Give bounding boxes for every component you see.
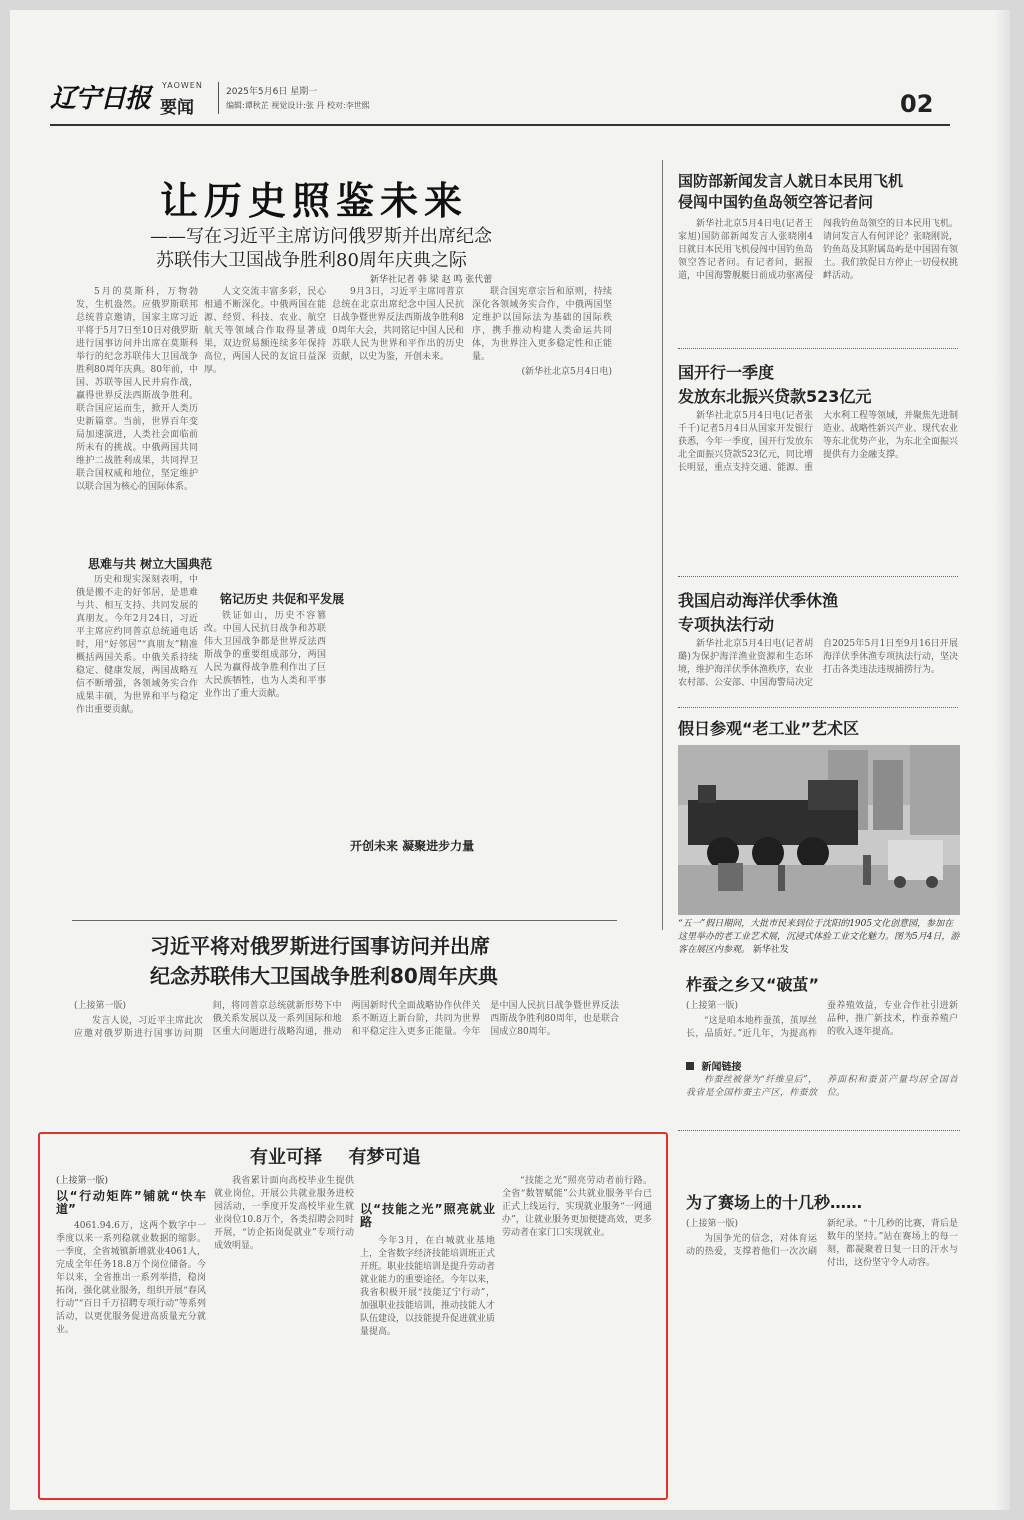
editor-credits: 编辑:谭秋芷 视觉设计:张 丹 校对:李世熙 <box>226 101 370 110</box>
boxed-column-4 <box>502 1175 652 1485</box>
lead-end-rule <box>72 920 617 921</box>
story2-title-1: 国开行一季度 <box>678 363 775 382</box>
section-pinyin: YAOWEN <box>162 81 203 90</box>
story1-body <box>678 218 958 336</box>
second-text: 发言人说，习近平主席此次应邀对俄罗斯进行国事访问期间，将同普京总统就新形势下中俄关系发展以及一系列国际和地区重大问题进行战略沟通，推动两国新时代全面战略协作伙伴关系不断迈上新台阶，共同为世界和平稳定注入更多正能量。今年是中国人民抗日战争暨世界反法西斯战争胜利80周年，也是联合国成立80周年。 <box>74 1001 619 1039</box>
column-divider <box>662 160 663 930</box>
lead-subhead-2: 铭记历史 共促和平发展 <box>220 592 345 606</box>
second-continued: (上接第一版) <box>74 1001 127 1011</box>
boxed-subhead-1: 以“行动矩阵”铺就“快车道” <box>56 1189 206 1216</box>
boxed-title-b: 有梦可追 <box>348 1147 421 1168</box>
story1-text: 新华社北京5月4日电(记者王家旭)国防部新闻发言人张晓刚4日就日本民用飞机侵闯中国钓鱼岛领空答记者问。有记者问，据报道，中国海警舰艇日前成功驱离侵闯我钓鱼岛领空的日本民用飞机。请问发言人有何评论？张晓刚说，钓鱼岛及其附属岛屿是中国固有领土。我们敦促日方停止一切侵权挑衅活动。 <box>678 219 958 281</box>
boxed-column-3 <box>360 1175 495 1485</box>
story1-title-1: 国防部新闻发言人就日本民用飞机 <box>678 172 904 190</box>
boxed-body-2: 我省累计面向高校毕业生提供就业岗位，开展公共就业服务进校园活动，一季度开发高校毕业生就业岗位10.8万个，各类招聘会同时开展，“访企拓岗促就业”专项行动成效明显。 <box>214 1176 354 1251</box>
lead-col2-text: 人文交流丰富多彩，民心相通不断深化。中俄两国在能源、经贸、科技、农业、航空航天等领域合作取得显著成果，双边贸易额连续多年保持高位，两国人民的友谊日益深厚。 <box>204 287 326 375</box>
story6-title: 为了赛场上的十几秒…… <box>686 1193 863 1212</box>
section-name: 要闻 <box>160 98 194 118</box>
lead-body-1: 历史和现实深刻表明，中俄是搬不走的好邻居，是患难与共、相互支持、共同发展的真朋友。今年2月24日，习近平主席应约同普京总统通电话时，用“好邻居”“真朋友”精准概括两国关系。中俄关系持续稳定、健康发展，两国战略互信不断增强，各领域务实合作成果丰硕，为世界和平与稳定作出重要贡献。 <box>76 575 198 715</box>
story5-title: 柞蚕之乡又“破茧” <box>686 975 820 994</box>
story3-body <box>678 638 958 698</box>
story2-title-2: 发放东北振兴贷款523亿元 <box>678 387 872 406</box>
issue-date: 2025年5月6日 星期一 <box>226 87 318 97</box>
lead-col2-text-b: 铁证如山，历史不容篡改。中国人民抗日战争和苏联伟大卫国战争都是世界反法西斯战争的重要组成部分，两国人民为赢得战争胜利作出了巨大民族牺牲，也为人类和平事业作出了重大贡献。 <box>204 611 326 699</box>
lead-subhead-1: 思难与共 树立大国典范 <box>88 557 213 571</box>
story5-sidebar <box>686 1074 958 1122</box>
lead-column-1b <box>76 574 198 909</box>
mast-divider <box>218 82 219 114</box>
lead-column-1 <box>76 286 198 552</box>
story5-text: “这是咱本地柞蚕茧，茧厚丝长，品质好。”近几年，为提高柞蚕养殖效益，专业合作社引进新品种，推广新技术，柞蚕养殖户的收入逐年提高。 <box>686 1001 958 1039</box>
story6-continued: (上接第一版) <box>686 1219 739 1229</box>
lead-column-2 <box>204 286 326 588</box>
boxed-title-a: 有业可择 <box>250 1147 322 1168</box>
story5-sidebar-text: 柞蚕丝被誉为“纤维皇后”，我省是全国柞蚕主产区，柞蚕放养面积和蚕茧产量均居全国首位。 <box>686 1075 958 1098</box>
lead-column-2b <box>204 610 326 910</box>
boxed-subhead-2: 以“技能之光”照亮就业路 <box>360 1202 495 1229</box>
mast-rule <box>50 124 950 126</box>
second-title-1: 习近平将对俄罗斯进行国事访问并出席 <box>150 934 490 958</box>
story5-continued: (上接第一版) <box>686 1001 739 1011</box>
story4-caption <box>678 918 960 960</box>
lead-byline: 新华社记者 韩 梁 赵 鸣 张代蕾 <box>370 275 493 285</box>
story4-credit: 新华社发 <box>752 945 789 955</box>
lead-subtitle-2: 苏联伟大卫国战争胜利80周年庆典之际 <box>156 250 467 271</box>
lead-col4-end: (新华社北京5月4日电) <box>521 367 612 377</box>
boxed-body-4: “技能之光”照亮劳动者前行路。全省“数智赋能”公共就业服务平台已正式上线运行，实现就业服务“一网通办”，让就业服务更加便捷高效，更多劳动者在家门口实现就业。 <box>502 1176 652 1238</box>
story5-link-label <box>686 1058 741 1073</box>
lead-column-3 <box>332 286 464 890</box>
second-title-2: 纪念苏联伟大卫国战争胜利80周年庆典 <box>150 964 498 988</box>
story2-rule <box>678 576 958 577</box>
story3-title-2: 专项执法行动 <box>678 615 775 634</box>
link-marker-icon <box>686 1062 694 1070</box>
photo-illustration <box>678 745 960 915</box>
story6-text: 为国争光的信念，对体育运动的热爱，支撑着他们一次次刷新纪录。“十几秒的比赛，背后是数年的坚持。”站在赛场上的每一刻，都凝聚着日复一日的汗水与付出，这份坚守令人动容。 <box>686 1219 958 1268</box>
locomotive-photo <box>678 745 960 915</box>
lead-column-4 <box>472 286 612 906</box>
story2-text: 新华社北京5月4日电(记者张千千)记者5月4日从国家开发银行获悉，今年一季度，国开行发放东北全面振兴贷款523亿元，同比增长明显，重点支持交通、能源、重大水利工程等领域，并聚焦先进制造业、战略性新兴产业、现代农业等东北优势产业，为东北全面振兴提供有力金融支撑。 <box>678 411 958 473</box>
lead-title: 让历史照鉴未来 <box>160 179 469 223</box>
lead-subhead-3: 开创未来 凝聚进步力量 <box>350 839 475 853</box>
story1-title-2: 侵闯中国钓鱼岛领空答记者问 <box>678 193 874 211</box>
story4-title: 假日参观“老工业”艺术区 <box>678 719 860 738</box>
lead-subtitle-1: ——写在习近平主席访问俄罗斯并出席纪念 <box>150 226 492 247</box>
boxed-column-2 <box>214 1175 354 1485</box>
boxed-column-1 <box>56 1175 206 1485</box>
story2-body <box>678 410 958 570</box>
lead-col4-text: 联合国宪章宗旨和原则，持续深化各领域务实合作，中俄两国坚定维护以国际法为基础的国际秩序，携手推动构建人类命运共同体，为世界注入更多稳定性和正能量。 <box>472 287 612 362</box>
second-body <box>74 1000 619 1140</box>
boxed-continued: (上接第一版) <box>56 1176 109 1186</box>
page-edge <box>995 10 1010 1510</box>
story6-body <box>686 1218 958 1488</box>
page-number: 02 <box>900 90 934 118</box>
story3-rule <box>678 707 958 708</box>
story5-body <box>686 1000 958 1055</box>
story5-rule <box>678 1130 960 1131</box>
story5-link-text: 新闻链接 <box>701 1062 742 1073</box>
newspaper-page <box>10 10 1010 1510</box>
lead-intro: 5月的莫斯科，万物勃发，生机盎然。应俄罗斯联邦总统普京邀请，国家主席习近平将于5月7日至10日对俄罗斯进行国事访问并出席在莫斯科举行的纪念苏联伟大卫国战争胜利80周年庆典。80年前，中国、苏联等国人民并肩作战，赢得世界反法西斯战争胜利。联合国应运而生，掀开人类历史新篇章。当前，世界百年变局加速演进，人类社会面临前所未有的挑战。中俄两国共同维护二战胜利成果，共同捍卫联合国权威和地位，坚定维护以联合国为核心的国际体系。 <box>76 287 198 492</box>
lead-col3-text: 9月3日，习近平主席同普京总统在北京出席纪念中国人民抗日战争暨世界反法西斯战争胜利80周年大会，共同铭记中国人民和苏联人民为世界和平作出的历史贡献，以史为鉴，开创未来。 <box>332 287 464 362</box>
story3-title-1: 我国启动海洋伏季休渔 <box>678 591 839 610</box>
story4-caption-text: “五一”假日期间，大批市民来到位于沈阳的1905文化创意园，参加在这里举办的老工业艺术展，沉浸式体验工业文化魅力。图为5月4日，游客在展区内参观。 <box>678 919 960 955</box>
paper-logo: 辽宁日报 <box>50 84 151 114</box>
story3-text: 新华社北京5月4日电(记者胡璐)为保护海洋渔业资源和生态环境，维护海洋伏季休渔秩序，农业农村部、公安部、中国海警局决定自2025年5月1日至9月16日开展海洋伏季休渔专项执法行动，坚决打击各类违法违规捕捞行为。 <box>678 639 958 688</box>
boxed-body-3: 今年3月，在白城就业基地上，全省数字经济技能培训班正式开班。职业技能培训是提升劳动者就业能力的重要途径。今年以来，我省积极开展“技能辽宁行动”，加强职业技能培训，推动技能人才队伍建设，以技能提升促进就业质量提高。 <box>360 1236 495 1337</box>
story1-rule <box>678 348 958 349</box>
boxed-body-1: 4061.94.6万，这两个数字中一季度以来一系列稳就业数据的缩影。一季度，全省城镇新增就业4061人，完成全年任务18.8万个岗位储备。今年以来，全省推出一系列举措，稳岗拓岗，强化就业服务，组织开展“春风行动”“百日千万招聘专项行动”等系列活动，以更优服务促进高质量充分就业。 <box>56 1221 206 1335</box>
boxed-title <box>250 1143 421 1169</box>
